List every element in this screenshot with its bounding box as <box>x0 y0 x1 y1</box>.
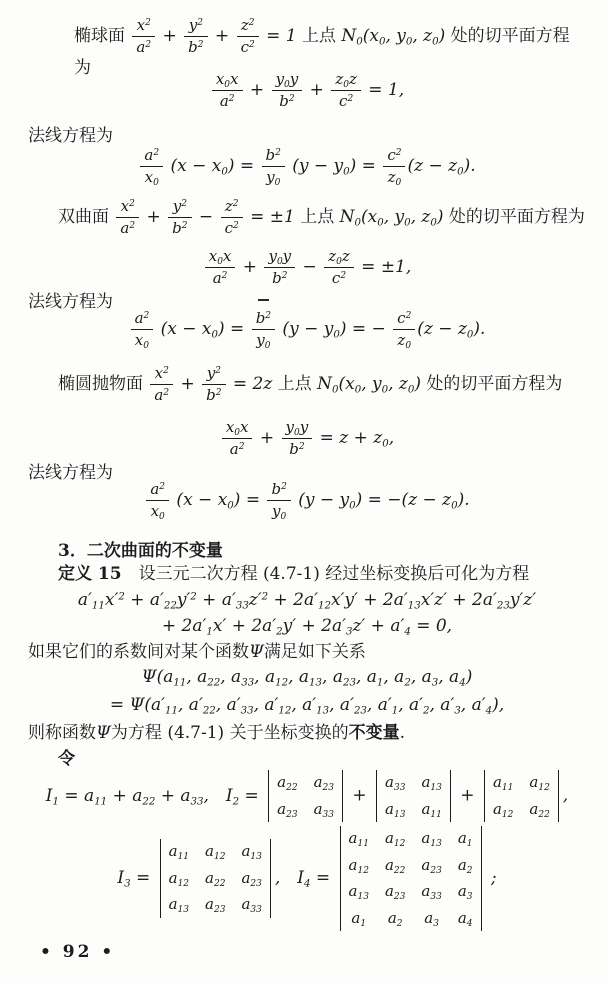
para-definition-15: 定义 15 设三元二次方程 (4.7-1) 经过坐标变换后可化为方程 <box>58 564 530 584</box>
section-heading-invariants: 3．二次曲面的不变量 <box>58 541 223 561</box>
fraction: $\frac{y^2}{b^2}$ <box>202 364 225 405</box>
eq-psi-rhs: = $\Psi(a'_{11}$, $a'_{22}$, $a'_{33}$, $a'_{12}$, $a'_{13}$, $a'_{23}$, $a'_1$, $a'_2$, $a'_3$, $a'_4$), <box>109 695 505 717</box>
fraction: $\frac{y_0y}{b^2}$ <box>264 247 295 288</box>
para-hyperboloid-intro: 双曲面 $\frac{x^2}{a^2}$ + $\frac{y^2}{b^2}$ − $\frac{z^2}{c^2}$ = ±1 上点 $N_0(x_0$, $y_0$, $z_0$) 处的切平面方程为 <box>58 197 585 238</box>
print-artifact-dash <box>258 299 269 301</box>
label-normal-equation-2: 法线方程为 <box>28 292 113 312</box>
determinant: $a_{11}$ $a_{12}$ $a_{13}$ $a_1$ $a_{12}$ $a_{22}$ $a_{23}$ $a_2$ $a_{13}$ $a_{23}$ $a_{33}$ $a_3$ $a_1$ $a_2$ $a_3$ $a_4$ <box>340 826 482 931</box>
fraction: $\frac{a^2}{x_0}$ <box>140 146 163 187</box>
para-paraboloid-intro: 椭圆抛物面 $\frac{x^2}{a^2}$ + $\frac{y^2}{b^2}$ = 2z 上点 $N_0(x_0$, $y_0$, $z_0$) 处的切平面方程为 <box>58 364 563 405</box>
eq-ellipsoid-normal-line: $\frac{a^2}{x_0}$ $(x - x_0)$ = $\frac{b^2}{y_0}$ $(y - y_0)$ = $\frac{c^2}{z_0}$ $(z - z_0)$. <box>28 146 586 187</box>
fraction: $\frac{y^2}{b^2}$ <box>184 16 207 57</box>
fraction: $\frac{x^2}{a^2}$ <box>150 364 173 405</box>
eq-transformed-equation-1: $a'_{11}x'^2 + a'_{22}y'^2 + a'_{33}z'^2 + 2a'_{12}x'y' + 2a'_{13}x'z' + 2a'_{23}y'z'$ <box>77 590 537 612</box>
fraction: $\frac{a^2}{x_0}$ <box>146 480 169 521</box>
eq-ellipsoid-tangent-plane: $\frac{x_0x}{a^2}$ + $\frac{y_0y}{b^2}$ + $\frac{z_0z}{c^2}$ = 1, <box>28 70 586 111</box>
eq-hyperboloid-tangent-plane: $\frac{x_0x}{a^2}$ + $\frac{y_0y}{b^2}$ − $\frac{z_0z}{c^2}$ = ±1, <box>28 247 586 288</box>
fraction: $\frac{x^2}{a^2}$ <box>116 197 139 238</box>
fraction: $\frac{x_0x}{a^2}$ <box>205 247 236 288</box>
fraction: $\frac{x_0x}{a^2}$ <box>212 70 243 111</box>
determinant: $a_{11}$ $a_{12}$ $a_{12}$ $a_{22}$ <box>484 770 559 822</box>
fraction: $\frac{z^2}{c^2}$ <box>221 197 243 238</box>
eq-psi-lhs: $\Psi(a_{11}$, $a_{22}$, $a_{33}$, $a_{12}$, $a_{13}$, $a_{23}$, $a_1$, $a_2$, $a_3$, $a_4$) <box>141 667 473 689</box>
fraction: $\frac{z_0z}{c^2}$ <box>331 70 361 111</box>
label-normal-equation-1: 法线方程为 <box>28 126 113 146</box>
fraction: $\frac{b^2}{y_0}$ <box>252 309 275 350</box>
fraction: $\frac{b^2}{y_0}$ <box>262 146 285 187</box>
eq-paraboloid-tangent-plane: $\frac{x_0x}{a^2}$ + $\frac{y_0y}{b^2}$ = $z + z_0$, <box>28 418 586 459</box>
para-invariant-definition: 则称函数Ψ为方程 (4.7-1) 关于坐标变换的不变量. <box>28 723 405 743</box>
eq-invariants-i1-i2: $I_1 = a_{11} + a_{22} + a_{33}$, $I_2$ = $a_{22}$ $a_{23}$ $a_{23}$ $a_{33}$ + $a_{33}$ $a_{13}$ $a_{13}$ $a_{11}$ + $a_{11}$ $a_{12}$ $a_{12}$ $a_{22}$ , <box>28 770 586 822</box>
determinant: $a_{22}$ $a_{23}$ $a_{23}$ $a_{33}$ <box>268 770 343 822</box>
para-condition-intro: 如果它们的系数间对某个函数Ψ满足如下关系 <box>28 642 366 662</box>
label-let: 令 <box>58 749 75 769</box>
page-number: • 92 • <box>40 942 116 962</box>
fraction: $\frac{x^2}{a^2}$ <box>132 16 155 57</box>
eq-hyperboloid-normal-line: $\frac{a^2}{x_0}$ $(x - x_0)$ = $\frac{b^2}{y_0}$ $(y - y_0)$ = − $\frac{c^2}{z_0}$ $(z - z_0)$. <box>28 309 586 350</box>
para-ellipsoid-intro: 椭球面 $\frac{x^2}{a^2}$ + $\frac{y^2}{b^2}$ + $\frac{z^2}{c^2}$ = 1 上点 $N_0(x_0$, $y_0$, $z_0$) 处的切平面方程为 <box>74 16 570 78</box>
eq-invariants-i3-i4: $I_3$ = $a_{11}$ $a_{12}$ $a_{13}$ $a_{12}$ $a_{22}$ $a_{23}$ $a_{13}$ $a_{23}$ $a_{33}$ , $I_4$ = $a_{11}$ $a_{12}$ $a_{13}$ $a_1$ $a_{12}$ $a_{22}$ $a_{23}$ $a_2$ $a_{13}$ $a_{23}$ $a_{33}$ $a_3$ $a_1$ $a_2$ $a_3$ $a_4$ ; <box>28 826 586 931</box>
fraction: $\frac{y^2}{b^2}$ <box>168 197 191 238</box>
eq-transformed-equation-2: + $2a'_1x' + 2a'_2y' + 2a'_3z' + a'_4 = 0$, <box>161 616 453 638</box>
eq-paraboloid-normal-line: $\frac{a^2}{x_0}$ $(x - x_0)$ = $\frac{b^2}{y_0}$ $(y - y_0) = -(z - z_0)$. <box>28 480 586 521</box>
fraction: $\frac{x_0x}{a^2}$ <box>222 418 253 459</box>
fraction: $\frac{b^2}{y_0}$ <box>267 480 290 521</box>
fraction: $\frac{y_0y}{b^2}$ <box>272 70 303 111</box>
fraction: $\frac{c^2}{z_0}$ <box>393 309 415 350</box>
determinant: $a_{33}$ $a_{13}$ $a_{13}$ $a_{11}$ <box>376 770 451 822</box>
label-normal-equation-3: 法线方程为 <box>28 463 113 483</box>
fraction: $\frac{c^2}{z_0}$ <box>383 146 405 187</box>
fraction: $\frac{z^2}{c^2}$ <box>237 16 259 57</box>
determinant: $a_{11}$ $a_{12}$ $a_{13}$ $a_{12}$ $a_{22}$ $a_{23}$ $a_{13}$ $a_{23}$ $a_{33}$ <box>160 839 271 918</box>
fraction: $\frac{y_0y}{b^2}$ <box>282 418 313 459</box>
fraction: $\frac{a^2}{x_0}$ <box>131 309 154 350</box>
fraction: $\frac{z_0z}{c^2}$ <box>324 247 354 288</box>
